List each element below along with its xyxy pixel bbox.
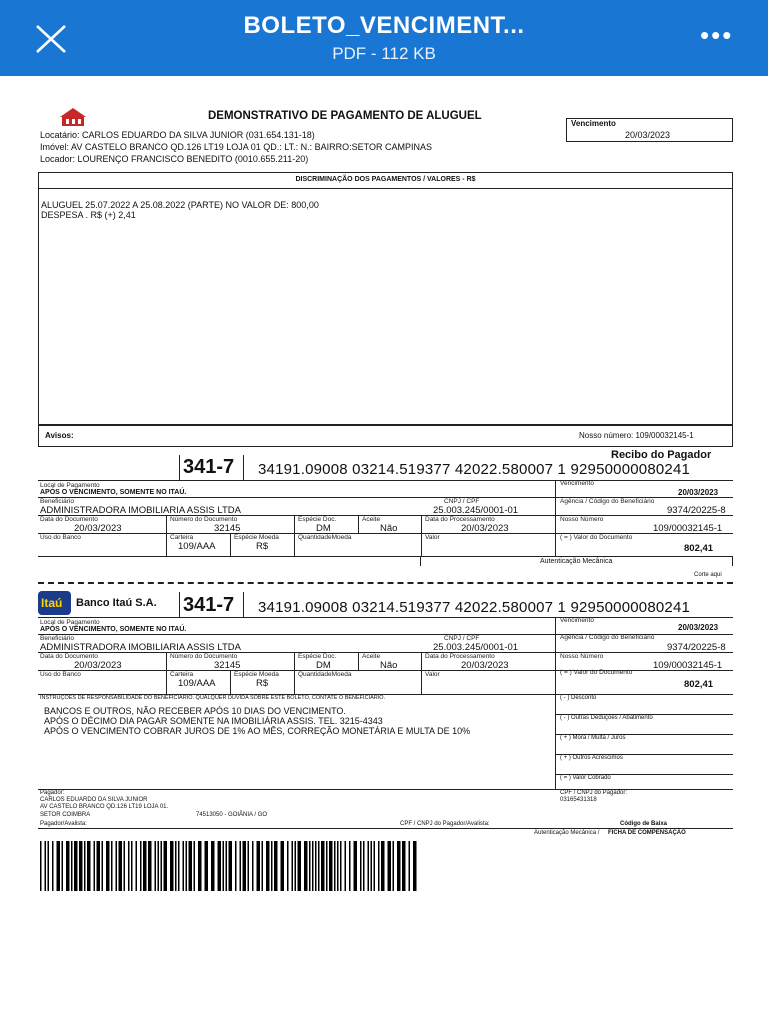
barcode-bar (124, 841, 126, 891)
cut-line (38, 582, 733, 584)
autenticacao-label: Autenticação Mecânica (540, 558, 613, 565)
barcode-bar (87, 841, 91, 891)
agencia-label: Agência / Código do Beneficiário (560, 498, 655, 505)
barcode-bar (337, 841, 339, 891)
outros-acrescimos-label: ( + ) Outros Acréscimos (560, 755, 623, 761)
ficha-especie-doc-value: DM (316, 660, 331, 671)
barcode-bar (257, 841, 261, 891)
ficha-aceite-value: Não (380, 660, 398, 671)
vencimento-value: 20/03/2023 (625, 130, 671, 140)
valor-label: Valor (425, 534, 440, 541)
itau-logo-text: Itaú (41, 596, 63, 610)
cpf-pagador-label: CPF / CNPJ do Pagador: (560, 790, 628, 796)
ficha-carteira-value: 109/AAA (178, 678, 216, 689)
barcode-bar (243, 841, 247, 891)
ficha-data-processamento-value: 20/03/2023 (461, 660, 509, 671)
especie-doc-label: Espécie Doc. (298, 516, 337, 523)
barcode-bar (131, 841, 133, 891)
barcode-bar (262, 841, 264, 891)
barcode-bar (334, 841, 336, 891)
barcode-bar (170, 841, 174, 891)
barcode-bar (223, 841, 225, 891)
ficha-data-documento-value: 20/03/2023 (74, 660, 122, 671)
barcode-bar (194, 841, 196, 891)
especie-moeda-value: R$ (256, 541, 269, 552)
barcode-bar (266, 841, 270, 891)
barcode-bar (378, 841, 380, 891)
barcode-bar (74, 841, 78, 891)
cpf-pagador-value: 03165431318 (560, 797, 597, 803)
barcode-bar (298, 841, 302, 891)
carteira-label: Carteira (170, 534, 194, 541)
barcode-bar (45, 841, 47, 891)
barcode-bar (248, 841, 250, 891)
nosso-numero-value: 109/00032145-1 (653, 523, 723, 534)
barcode-bar (397, 841, 401, 891)
outras-deducoes-label: ( - ) Outras Deduções / Abatimento (560, 715, 653, 721)
barcode-bar (252, 841, 254, 891)
ficha-beneficiario-value: ADMINISTRADORA IMOBILIARIA ASSIS LTDA (40, 642, 241, 653)
barcode-bar (329, 841, 333, 891)
instrucao-3: APÓS O VENCIMENTO COBRAR JUROS DE 1% AO MÊS, CORREÇÃO MONETÁRIA E MULTA DE 10% (44, 726, 471, 736)
barcode-bar (71, 841, 73, 891)
pagador-avalista-label: Pagador/Avalista: (40, 821, 87, 827)
barcode-bar (79, 841, 83, 891)
barcode-bar (183, 841, 185, 891)
viewer-header (0, 0, 768, 76)
barcode-bar (140, 841, 142, 891)
avisos-label: Avisos: (45, 431, 74, 440)
document-heading: DEMONSTRATIVO DE PAGAMENTO DE ALUGUEL (208, 110, 482, 122)
barcode-bar (106, 841, 110, 891)
ficha-vencimento-label: Vencimento (560, 617, 594, 624)
ficha-nosso-numero-value: 109/00032145-1 (653, 660, 723, 671)
barcode-bar (226, 841, 228, 891)
codigo-baixa-label: Código de Baixa (620, 821, 668, 827)
pagador-bairro: SETOR COIMBRA (40, 812, 91, 818)
ficha-bank-code: 341-7 (183, 594, 235, 616)
ficha-aceite-label: Aceite (362, 653, 381, 660)
barcode-bar (178, 841, 180, 891)
ficha-quantidade-moeda-label: QuantidadeMoeda (298, 671, 352, 678)
vencimento-label: Vencimento (571, 119, 616, 128)
cnpj-label: CNPJ / CPF (444, 498, 480, 505)
aceite-label: Aceite (362, 516, 381, 523)
ficha-especie-doc-label: Espécie Doc. (298, 653, 337, 660)
barcode (40, 841, 420, 891)
ficha-beneficiario-label: Beneficiário (40, 635, 74, 642)
barcode-bar (128, 841, 130, 891)
cpf-avalista-label: CPF / CNPJ do Pagador/Avalista: (400, 821, 490, 827)
barcode-bar (158, 841, 160, 891)
ficha-especie-moeda-value: R$ (256, 678, 269, 689)
ficha-autenticacao-label: Autenticação Mecânica / (534, 830, 600, 836)
recibo-vencimento-value: 20/03/2023 (678, 488, 719, 497)
barcode-bar (368, 841, 370, 891)
barcode-bar (52, 841, 54, 891)
data-documento-label: Data do Documento (40, 516, 98, 523)
pagador-label: Pagador: (40, 790, 65, 796)
ficha-numero-documento-value: 32145 (214, 660, 241, 671)
numero-documento-label: Número do Documento (170, 516, 238, 523)
barcode-bar (229, 841, 233, 891)
nosso-numero-label: Nosso Número (560, 516, 604, 523)
discriminacao-line-1: ALUGUEL 25.07.2022 A 25.08.2022 (PARTE) NO VALOR DE: 800,00 (41, 200, 319, 210)
avisos-box (38, 425, 733, 447)
ficha-numero-documento-label: Número do Documento (170, 653, 238, 660)
recibo-digitable-line: 34191.09008 03214.519377 42022.580007 1 92950000080241 (258, 461, 691, 478)
barcode-bar (189, 841, 193, 891)
barcode-bar (57, 841, 61, 891)
recibo-form (38, 480, 733, 556)
barcode-bar (274, 841, 278, 891)
ficha-vencimento-value: 20/03/2023 (678, 623, 719, 632)
valor-documento-label: ( = ) Valor do Documento (560, 534, 633, 541)
ficha-compensacao-label: FICHA DE COMPENSAÇÃO (608, 830, 686, 836)
barcode-bar (295, 841, 297, 891)
bank-name: Banco Itaú S.A. (76, 597, 157, 609)
company-logo-icon (60, 108, 86, 126)
ficha-cnpj-value: 25.003.245/0001-01 (433, 642, 519, 653)
carteira-value: 109/AAA (178, 541, 216, 552)
barcode-bar (148, 841, 152, 891)
file-subtitle: PDF - 112 KB (332, 44, 436, 63)
beneficiario-label: Beneficiário (40, 498, 74, 505)
ficha-carteira-label: Carteira (170, 671, 194, 678)
barcode-bar (371, 841, 373, 891)
barcode-bar (155, 841, 157, 891)
barcode-bar (287, 841, 289, 891)
barcode-bar (102, 841, 104, 891)
recibo-bank-code: 341-7 (183, 456, 235, 478)
ficha-local-pagamento-value: APÓS O VENCIMENTO, SOMENTE NO ITAÚ. (40, 626, 187, 633)
barcode-bar (309, 841, 311, 891)
barcode-bar (363, 841, 365, 891)
ficha-uso-banco-label: Uso do Banco (40, 671, 81, 678)
barcode-bar (340, 841, 342, 891)
ficha-form (38, 617, 733, 789)
barcode-bar (62, 841, 64, 891)
barcode-bar (161, 841, 163, 891)
barcode-bar (205, 841, 209, 891)
barcode-bar (402, 841, 406, 891)
barcode-bar (345, 841, 347, 891)
ficha-data-processamento-label: Data do Processamento (425, 653, 495, 660)
barcode-bar (94, 841, 96, 891)
barcode-bar (326, 841, 328, 891)
instrucao-1: BANCOS E OUTROS, NÃO RECEBER APÓS 10 DIAS DO VENCIMENTO. (44, 706, 346, 716)
barcode-bar (66, 841, 70, 891)
barcode-bar (164, 841, 168, 891)
ficha-valor-documento-label: ( = ) Valor do Documento (560, 669, 633, 676)
agencia-value: 9374/20225-8 (667, 505, 726, 516)
especie-doc-value: DM (316, 523, 331, 534)
barcode-bar (84, 841, 86, 891)
valor-documento-value: 802,41 (684, 543, 714, 554)
barcode-bar (315, 841, 317, 891)
barcode-bar (198, 841, 202, 891)
uso-banco-label: Uso do Banco (40, 534, 81, 541)
valor-cobrado-label: ( = ) Valor Cobrado (560, 775, 611, 781)
ficha-agencia-value: 9374/20225-8 (667, 642, 726, 653)
ficha-valor-label: Valor (425, 671, 440, 678)
barcode-bar (360, 841, 362, 891)
data-documento-value: 20/03/2023 (74, 523, 122, 534)
barcode-bar (354, 841, 358, 891)
barcode-bar (97, 841, 101, 891)
data-processamento-label: Data do Processamento (425, 516, 495, 523)
discriminacao-box (38, 172, 733, 425)
barcode-bar (349, 841, 351, 891)
barcode-bar (304, 841, 308, 891)
beneficiario-value: ADMINISTRADORA IMOBILIARIA ASSIS LTDA (40, 505, 241, 516)
instrucoes-header: INSTRUÇÕES DE RESPONSABILIDADE DO BENEFICIÁRIO. QUALQUER DÚVIDA SOBRE ESTE BOLETO, CONTATE O BENEFICIÁRIO. (40, 695, 386, 701)
ficha-especie-moeda-label: Espécie Moeda (234, 671, 279, 678)
pagador-cep: 74513050 - GOIÂNIA / GO (196, 812, 268, 818)
more-options-icon[interactable]: ••• (700, 20, 734, 50)
especie-moeda-label: Espécie Moeda (234, 534, 279, 541)
imovel-line: Imóvel: AV CASTELO BRANCO QD.126 LT19 LOJA 01 QD.: LT.: N.: BAIRRO:SETOR CAMPINAS (40, 142, 432, 152)
ficha-local-pagamento-label: Local de Pagamento (40, 619, 100, 626)
local-pagamento-label: Local de Pagamento (40, 482, 100, 489)
quantidade-moeda-label: QuantidadeMoeda (298, 534, 352, 541)
ficha-agencia-label: Agência / Código do Beneficiário (560, 634, 655, 641)
pagador-endereco: AV CASTELO BRANCO QD.126 LT19 LOJA 01. (40, 804, 169, 810)
recibo-vencimento-label: Vencimento (560, 480, 594, 487)
barcode-bar (116, 841, 118, 891)
barcode-bar (292, 841, 294, 891)
barcode-bar (235, 841, 237, 891)
local-pagamento-value: APÓS O VENCIMENTO, SOMENTE NO ITAÚ. (40, 489, 187, 496)
barcode-bar (388, 841, 392, 891)
barcode-bar (381, 841, 385, 891)
data-processamento-value: 20/03/2023 (461, 523, 509, 534)
ficha-valor-documento-value: 802,41 (684, 679, 714, 690)
nosso-numero-text: Nosso número: 109/00032145-1 (579, 431, 694, 440)
cnpj-value: 25.003.245/0001-01 (433, 505, 519, 516)
barcode-bar (175, 841, 177, 891)
desconto-label: ( - ) Desconto (560, 695, 597, 701)
locatario-line: Locatário: CARLOS EDUARDO DA SILVA JUNIOR (031.654.131-18) (40, 130, 315, 140)
barcode-bar (211, 841, 215, 891)
ficha-nosso-numero-label: Nosso Número (560, 653, 604, 660)
vencimento-box (566, 118, 733, 142)
barcode-bar (312, 841, 314, 891)
ficha-data-documento-label: Data do Documento (40, 653, 98, 660)
barcode-bar (119, 841, 123, 891)
barcode-bar (218, 841, 222, 891)
numero-documento-value: 32145 (214, 523, 241, 534)
file-title: BOLETO_VENCIMENT... (243, 12, 525, 39)
barcode-bar (393, 841, 395, 891)
barcode-bar (321, 841, 325, 891)
barcode-bar (240, 841, 242, 891)
barcode-bar (111, 841, 113, 891)
document-page (0, 76, 768, 1024)
locador-line: Locador: LOURENÇO FRANCISCO BENEDITO (0010.655.211-20) (40, 154, 309, 164)
barcode-bar (48, 841, 50, 891)
barcode-bar (413, 841, 417, 891)
barcode-bar (318, 841, 320, 891)
mora-multa-label: ( + ) Mora / Multa / Juros (560, 735, 626, 741)
discriminacao-line-2: DESPESA . R$ (+) 2,41 (41, 210, 136, 220)
barcode-bar (374, 841, 376, 891)
barcode-bar (143, 841, 147, 891)
barcode-bar (409, 841, 411, 891)
itau-logo (38, 591, 71, 615)
recibo-title: Recibo do Pagador (611, 449, 712, 461)
ficha-cnpj-label: CNPJ / CPF (444, 635, 480, 642)
barcode-bar (271, 841, 273, 891)
corte-aqui-label: Corte aqui (694, 572, 722, 578)
barcode-bar (136, 841, 138, 891)
ficha-digitable-line: 34191.09008 03214.519377 42022.580007 1 92950000080241 (258, 599, 691, 616)
discriminacao-header: DISCRIMINAÇÃO DOS PAGAMENTOS / VALORES - R$ (295, 176, 476, 183)
aceite-value: Não (380, 523, 398, 534)
barcode-bar (40, 841, 42, 891)
barcode-bar (281, 841, 285, 891)
instrucao-2: APÓS O DÉCIMO DIA PAGAR SOMENTE NA IMOBILIÁRIA ASSIS. TEL. 3215-4343 (44, 716, 383, 726)
pagador-nome: CARLOS EDUARDO DA SILVA JUNIOR (40, 797, 148, 803)
barcode-bar (186, 841, 188, 891)
